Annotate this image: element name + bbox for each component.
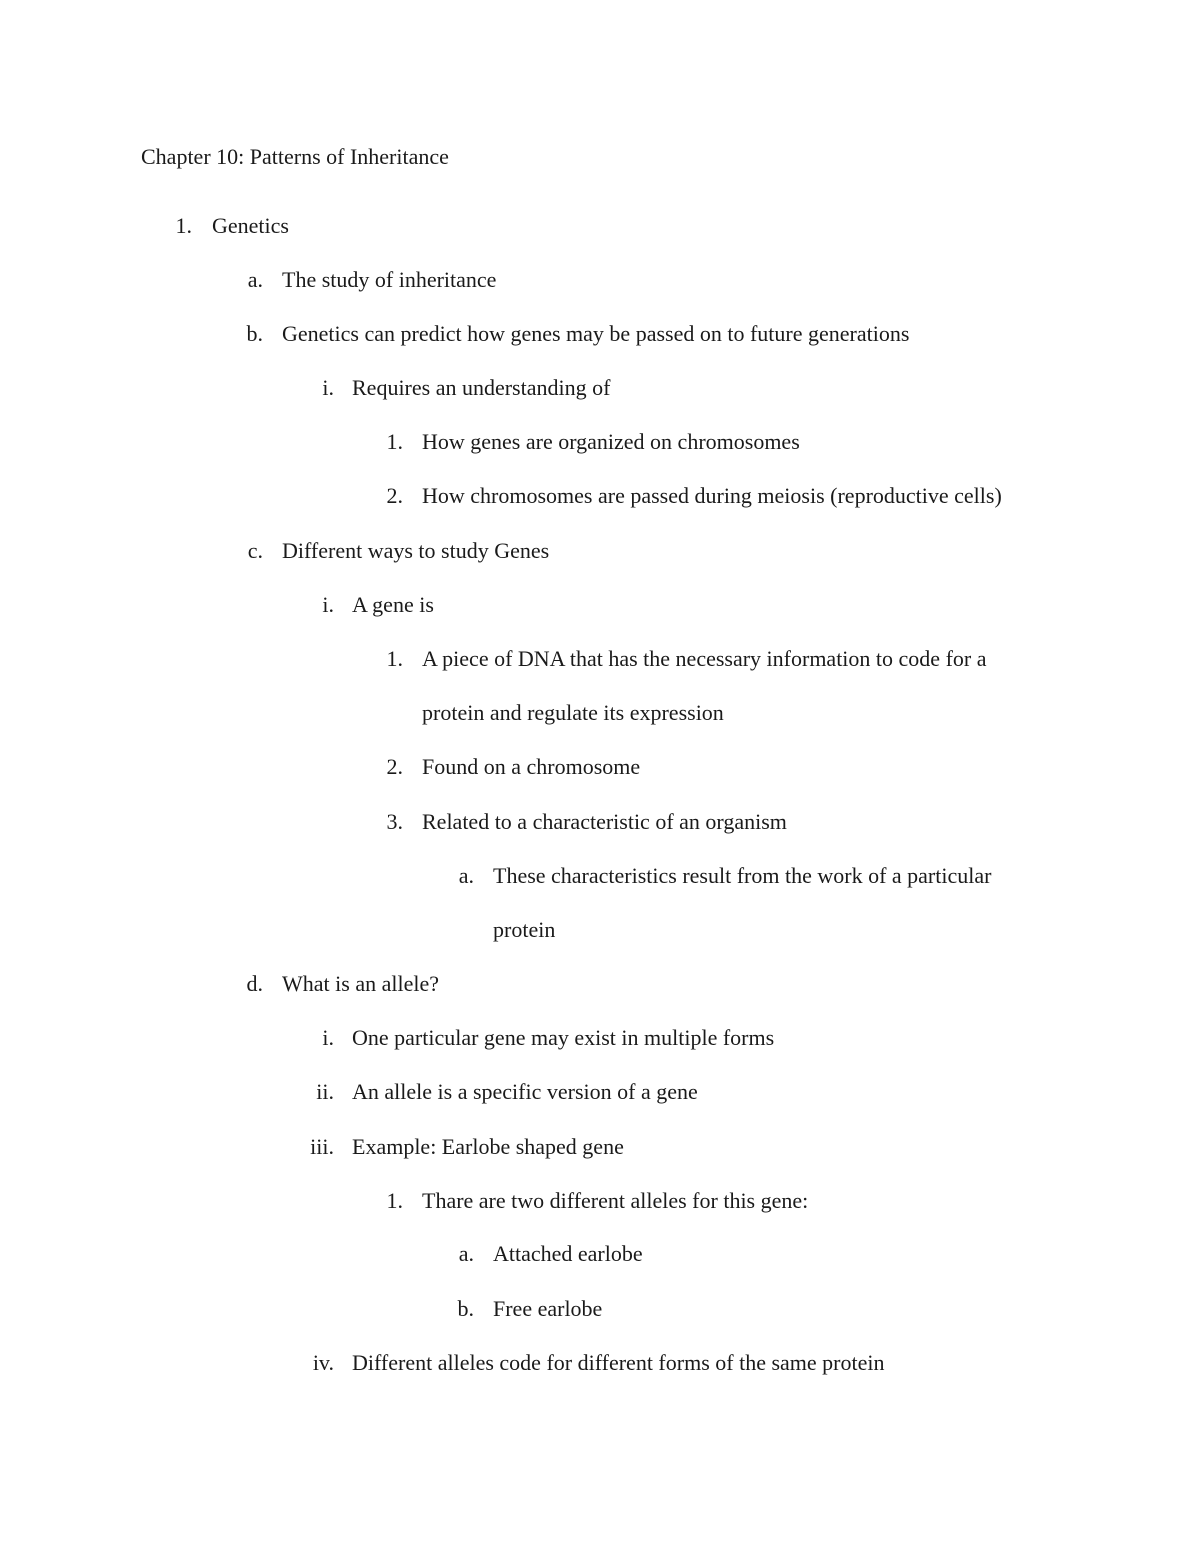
- outline-item-text: How genes are organized on chromosomes: [422, 429, 800, 454]
- outline-marker: 3.: [386, 809, 403, 834]
- outline-marker: iii.: [310, 1134, 334, 1159]
- outline-marker: a.: [458, 1241, 474, 1266]
- outline-marker: 1.: [386, 429, 403, 454]
- outline-marker: 2.: [386, 483, 403, 508]
- outline-item-text: Example: Earlobe shaped gene: [352, 1134, 624, 1159]
- outline-item-continuation: protein and regulate its expression: [422, 700, 724, 725]
- outline-item-text: A gene is: [352, 592, 434, 617]
- outline-marker: b.: [246, 321, 263, 346]
- outline-marker: b.: [457, 1296, 474, 1321]
- outline-marker: iv.: [312, 1350, 334, 1375]
- outline-item-text: Free earlobe: [493, 1296, 603, 1321]
- outline-marker: 1.: [386, 1188, 403, 1213]
- outline-item-text: Genetics: [212, 213, 289, 238]
- outline-item-text: Genetics can predict how genes may be passed on to future generations: [282, 321, 910, 346]
- outline-item-text: A piece of DNA that has the necessary information to code for a: [422, 646, 987, 671]
- outline-marker: a.: [247, 267, 263, 292]
- outline-marker: c.: [247, 538, 263, 563]
- outline-item-text: An allele is a specific version of a gene: [352, 1079, 698, 1104]
- outline-item-continuation: protein: [493, 917, 556, 942]
- outline-marker: 2.: [386, 754, 403, 779]
- outline-marker: d.: [246, 971, 263, 996]
- outline-marker: i.: [322, 1025, 334, 1050]
- outline-marker: 1.: [175, 213, 192, 238]
- outline-item-text: The study of inheritance: [282, 267, 497, 292]
- outline-marker: i.: [322, 592, 334, 617]
- outline-marker: 1.: [386, 646, 403, 671]
- outline-marker: ii.: [316, 1079, 334, 1104]
- outline-item-text: Related to a characteristic of an organism: [422, 809, 787, 834]
- outline-marker: i.: [322, 375, 334, 400]
- outline-item-text: What is an allele?: [282, 971, 439, 996]
- document-title: Chapter 10: Patterns of Inheritance: [141, 144, 449, 169]
- outline-item-text: These characteristics result from the work of a particular: [493, 863, 992, 888]
- outline-item-text: Attached earlobe: [493, 1241, 643, 1266]
- outline-marker: a.: [458, 863, 474, 888]
- outline-item-text: How chromosomes are passed during meiosis (reproductive cells): [422, 483, 1002, 508]
- outline-item-text: Thare are two different alleles for this gene:: [422, 1188, 809, 1213]
- outline-item-text: Found on a chromosome: [422, 754, 641, 779]
- outline-item-text: Different ways to study Genes: [282, 538, 550, 563]
- outline-item-text: Requires an understanding of: [352, 375, 611, 400]
- outline-item-text: Different alleles code for different forms of the same protein: [352, 1350, 885, 1375]
- outline-item-text: One particular gene may exist in multiple forms: [352, 1025, 775, 1050]
